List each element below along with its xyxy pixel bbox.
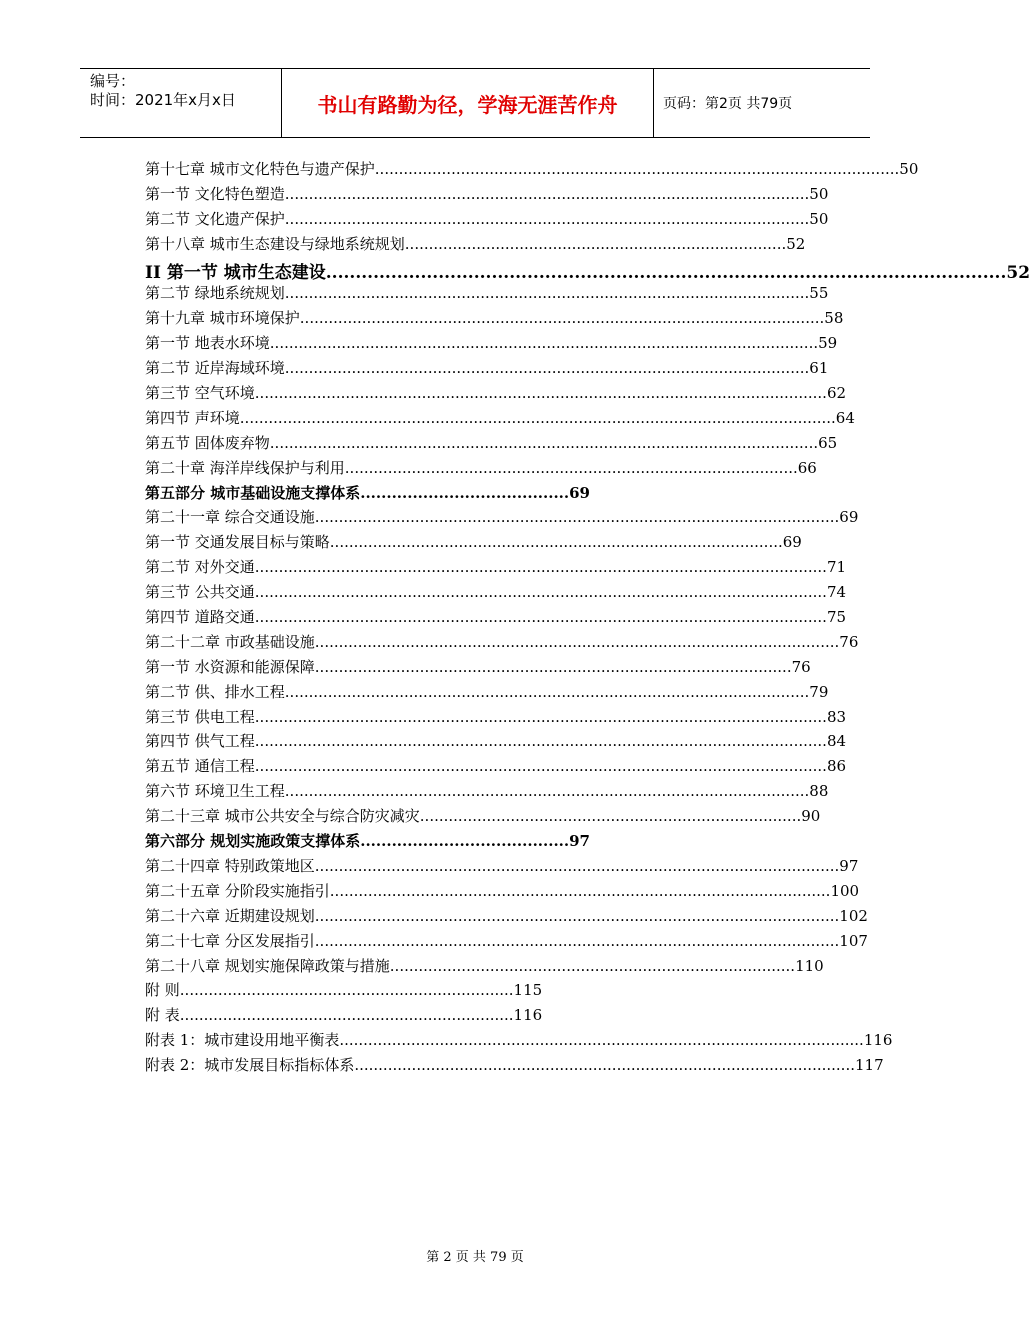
toc-entry-title: 第十九章 城市环境保护	[145, 309, 300, 328]
toc-entry-title: 第一节 交通发展目标与策略	[145, 533, 330, 552]
toc-entry-title: 第六节 环境卫生工程	[145, 782, 285, 801]
toc-entry-title: 第二十二章 市政基础设施	[145, 632, 315, 651]
toc-entry-title: 第二十八章 规划实施保障政策与措施	[145, 956, 390, 975]
toc-entry-title: 第四节 供气工程	[145, 732, 255, 751]
toc-entry-page: 84	[826, 732, 847, 751]
toc-leader-dots: ......................................................................	[179, 1006, 514, 1025]
header-left-cell	[80, 69, 281, 137]
toc-entry-page: 90	[801, 807, 821, 826]
toc-leader-dots: ..............................................................................................................	[314, 632, 840, 651]
page-header	[80, 68, 870, 138]
toc-entry-title: 附 则	[145, 981, 180, 1000]
toc-entry-title: 第二十六章 近期建设规划	[145, 906, 315, 925]
toc-leader-dots: ........................................	[360, 832, 570, 851]
toc-entry	[145, 955, 824, 980]
toc-entry-page: 110	[795, 956, 824, 975]
toc-entry-title: 第五部分 城市基础设施支撑体系	[145, 483, 361, 502]
toc-leader-dots: .....................................................................................	[389, 956, 796, 975]
toc-entry-title: 第三节 空气环境	[145, 384, 255, 403]
toc-entry	[145, 208, 829, 233]
toc-leader-dots: ................................................................................	[404, 234, 787, 253]
toc-leader-dots: ..............................................................................................................	[314, 931, 840, 950]
toc-leader-dots: ...................................................................................................................	[269, 334, 819, 353]
toc-leader-dots: ........................................................................................................................	[254, 732, 827, 751]
toc-entry	[145, 158, 919, 183]
toc-entry-page: 58	[824, 309, 844, 328]
toc-entry-page: 100	[830, 881, 860, 900]
toc-entry	[145, 805, 821, 830]
toc-entry	[145, 282, 829, 307]
toc-entry-title: 第五节 固体废弃物	[145, 433, 270, 452]
toc-leader-dots: ........................................	[360, 483, 570, 502]
page-footer: 第 2 页 共 79 页	[426, 1250, 524, 1265]
toc-entry-page: 97	[839, 856, 859, 875]
toc-leader-dots: ...............................................................................................	[329, 533, 783, 552]
document-number-label: 编号：	[90, 72, 136, 90]
toc-entry-page: 59	[818, 334, 838, 353]
toc-entry	[145, 706, 847, 731]
toc-entry	[145, 1029, 893, 1054]
toc-entry	[145, 930, 868, 955]
toc-leader-dots: .............................................................................................................................	[239, 408, 836, 427]
toc-entry	[145, 1004, 785, 1029]
toc-entry	[145, 307, 844, 332]
toc-leader-dots: ........................................................................................................................	[254, 707, 827, 726]
toc-leader-dots: ......................................................................	[179, 981, 514, 1000]
toc-entry-page: 117	[854, 1056, 884, 1075]
toc-leader-dots: ..............................................................................................................	[299, 309, 825, 328]
toc-entry-title: 第三节 公共交通	[145, 583, 255, 602]
toc-entry-title: 附表 1：城市建设用地平衡表	[145, 1031, 340, 1050]
toc-leader-dots: ..............................................................................................................	[339, 1031, 864, 1050]
toc-entry-title: 第二节 对外交通	[145, 558, 255, 577]
toc-entry-page: 74	[826, 583, 847, 602]
toc-leader-dots: ..............................................................................................................	[284, 359, 810, 378]
toc-entry	[145, 606, 847, 631]
toc-entry-page: 69	[782, 533, 802, 552]
document-date-label: 时间：2021年x月x日	[90, 91, 236, 109]
toc-entry	[145, 979, 785, 1004]
toc-entry-title: 第二十四章 特别政策地区	[145, 856, 315, 875]
toc-entry-title: 第二节 近岸海域环境	[145, 359, 285, 378]
toc-entry-page: 69	[569, 483, 590, 502]
toc-leader-dots: ..............................................................................................................	[314, 856, 840, 875]
toc-entry	[145, 855, 859, 880]
toc-entry	[145, 631, 859, 656]
toc-entry-page: 50	[899, 160, 919, 178]
toc-entry	[145, 482, 785, 507]
toc-leader-dots: ..............................................................................................................	[284, 782, 810, 801]
toc-entry	[145, 1054, 884, 1079]
toc-entry	[145, 730, 847, 755]
toc-entry-title: 第十七章 城市文化特色与遗产保护	[145, 160, 375, 178]
toc-entry	[145, 506, 859, 531]
toc-entry	[145, 457, 817, 482]
toc-entry-title: 第一节 地表水环境	[145, 334, 270, 353]
toc-leader-dots: ................................................................................	[419, 807, 802, 826]
toc-entry-page: 107	[839, 931, 868, 950]
toc-leader-dots: ..............................................................................................................	[284, 184, 810, 203]
toc-entry-title: 附 表	[145, 1006, 180, 1025]
toc-entry-page: 79	[809, 682, 829, 701]
toc-entry-page: 83	[826, 707, 847, 726]
toc-entry-page: 50	[809, 184, 829, 203]
toc-entry	[145, 905, 868, 930]
toc-entry	[145, 357, 829, 382]
toc-leader-dots: ..............................................................................................................	[284, 209, 810, 228]
toc-entry-title: 第二十五章 分阶段实施指引	[145, 881, 330, 900]
toc-entry-title: 第二节 供、排水工程	[145, 682, 285, 701]
toc-entry-page: 116	[513, 1006, 543, 1025]
toc-leader-dots: ....................................................................................................	[314, 657, 792, 676]
toc-leader-dots: ..............................................................................................................	[314, 508, 840, 527]
header-page-info: 页码：第2页 共79页	[663, 96, 793, 112]
toc-entry	[145, 656, 811, 681]
toc-entry	[145, 755, 847, 780]
toc-entry-title: 第二十七章 分区发展指引	[145, 931, 315, 950]
toc-leader-dots: .........................................................................................................	[354, 1056, 855, 1075]
toc-leader-dots: ........................................................................................................................	[254, 583, 827, 602]
toc-entry-title: 第六部分 规划实施政策支撑体系	[145, 832, 361, 851]
toc-entry-title: 第四节 声环境	[145, 408, 240, 427]
toc-entry-page: 102	[839, 906, 868, 925]
toc-entry-page: 62	[826, 384, 847, 403]
toc-leader-dots: ..............................................................................................................	[374, 160, 900, 178]
toc-entry	[145, 531, 802, 556]
toc-entry-title: 第一节 水资源和能源保障	[145, 657, 315, 676]
toc-entry	[145, 432, 838, 457]
toc-leader-dots: ........................................................................................................................	[254, 757, 827, 776]
toc-entry	[145, 183, 829, 208]
toc-entry-page: 61	[809, 359, 829, 378]
toc-entry-page: 97	[569, 832, 590, 851]
toc-entry-page: 69	[839, 508, 859, 527]
table-of-contents	[145, 158, 1030, 1079]
toc-entry	[145, 233, 806, 258]
toc-entry-page: 76	[791, 657, 811, 676]
toc-entry-title: 第二节 绿地系统规划	[145, 284, 285, 303]
toc-leader-dots: ...............................................................................................	[344, 458, 798, 477]
toc-entry-title: 第二十章 海洋岸线保护与利用	[145, 458, 345, 477]
toc-entry	[145, 258, 1030, 283]
toc-entry-page: 64	[835, 408, 855, 427]
toc-leader-dots: ..............................................................................................................	[314, 906, 840, 925]
toc-entry	[145, 382, 847, 407]
toc-entry-title: 第一节 文化特色塑造	[145, 184, 285, 203]
header-motto: 书山有路勤为径，学海无涯苦作舟	[281, 69, 654, 137]
toc-entry	[145, 407, 855, 432]
toc-leader-dots: ..............................................................................................................	[284, 682, 810, 701]
toc-entry-title: 第二节 文化遗产保护	[145, 209, 285, 228]
toc-entry-page: 116	[863, 1031, 893, 1050]
toc-entry	[145, 830, 785, 855]
toc-leader-dots: ........................................................................................................................	[254, 608, 827, 627]
toc-entry-title: 第三节 供电工程	[145, 707, 255, 726]
toc-entry-title: 第十八章 城市生态建设与绿地系统规划	[145, 234, 405, 253]
toc-entry	[145, 332, 838, 357]
toc-entry-page: 71	[826, 558, 847, 577]
toc-entry-page: 55	[809, 284, 829, 303]
toc-entry-page: 52	[786, 234, 806, 253]
toc-entry-page: 76	[839, 632, 859, 651]
toc-entry-title: 第五节 通信工程	[145, 757, 255, 776]
toc-entry-page: 115	[513, 981, 543, 1000]
toc-entry	[145, 780, 829, 805]
toc-entry-title: 第四节 道路交通	[145, 608, 255, 627]
toc-entry-page: 66	[797, 458, 817, 477]
toc-entry	[145, 681, 829, 706]
toc-entry	[145, 556, 847, 581]
toc-leader-dots: ..............................................................................................................	[284, 284, 810, 303]
toc-leader-dots: ...................................................................................................................	[269, 433, 819, 452]
toc-entry-page: 75	[826, 608, 847, 627]
toc-entry-title: 第二十三章 城市公共安全与综合防灾减灾	[145, 807, 420, 826]
toc-leader-dots: ...................................................................................................................	[325, 262, 1007, 283]
toc-entry-title: 附表 2：城市发展目标指标体系	[145, 1056, 355, 1075]
toc-leader-dots: .........................................................................................................	[329, 881, 831, 900]
toc-entry-title: 第二十一章 综合交通设施	[145, 508, 315, 527]
toc-entry-title: II 第一节 城市生态建设	[145, 262, 326, 283]
toc-leader-dots: ........................................................................................................................	[254, 384, 827, 403]
toc-entry-page: 52	[1006, 262, 1030, 283]
toc-entry-page: 88	[809, 782, 829, 801]
toc-entry-page: 65	[818, 433, 838, 452]
toc-entry	[145, 880, 860, 905]
toc-entry-page: 50	[809, 209, 829, 228]
toc-entry-page: 86	[826, 757, 847, 776]
toc-entry	[145, 581, 847, 606]
toc-leader-dots: ........................................................................................................................	[254, 558, 827, 577]
